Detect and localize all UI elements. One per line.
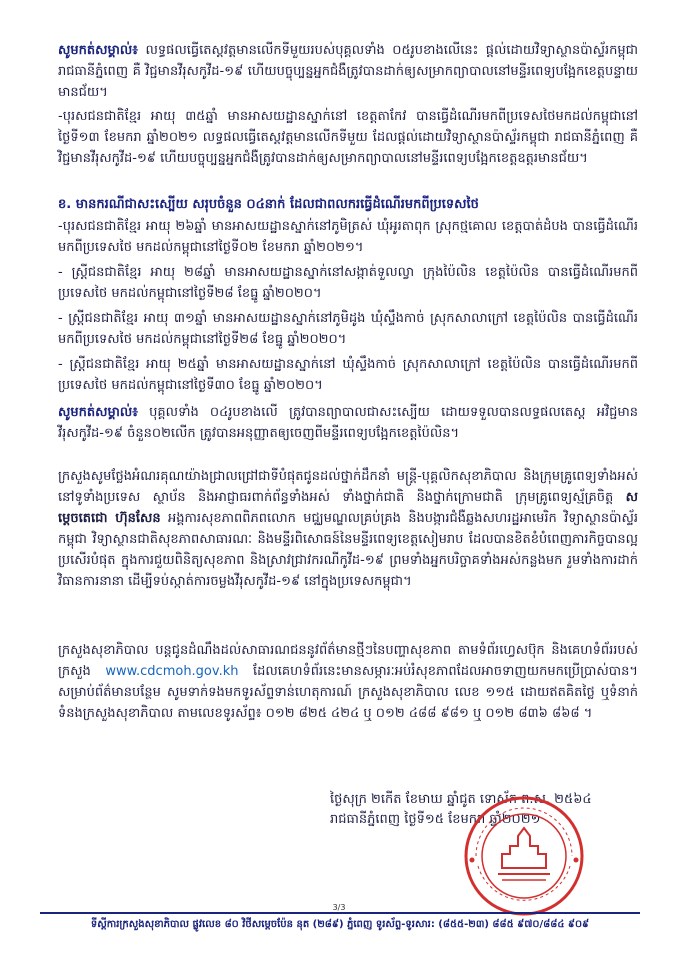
recovered-bullet: - ស្ត្រីជនជាតិខ្មែរ អាយុ ២៨ឆ្នាំ មានអាសយដ្ឋានស្នាក់នៅសង្កាត់ទួលល្វា ក្រុងប៉ៃលិន ខេត្តប៉ៃលិន បានធ្វើដំណើរមកពីប្រទេសថៃ មកដល់កម្ពុជានៅថ្ងៃទី២៨ ខែធ្នូ ឆ្នាំ២០២០។ [58,265,638,301]
note-text: លទ្ធផលធ្វើតេស្តវត្តមានលើកទីមួយរបស់បុគ្គលទាំង ០៥រូបខាងលើនេះ ផ្តល់ដោយវិទ្យាស្ថានប៉ាស្ទ័រកម្ពុជា រាជធានីភ្នំពេញ គឺ វិជ្ជមានវីរុសកូវីដ-១៩ ហើយបច្ចុប្បន្នអ្នកជំងឺត្រូវបានដាក់ឲ្យសម្រាកព្យាបាលនៅមន្ទីរពេទ្យបង្អែកខេត្តបន្ទាយមានជ័យ។ [58,43,638,100]
website-link[interactable]: www.cdcmoh.gov.kh [105,664,239,679]
ministry-seal-icon [462,794,586,918]
footer-divider [40,912,640,914]
info-text: ដែលគេហទំព័រនេះមានសម្ភារៈអប់រំសុខភាពដែលអាចទាញយកមកប្រើប្រាស់បាន។ សម្រាប់ព័ត៌មានបន្ថែម សូមទាក់ទងមកទូរស័ព្ទទាន់ហេតុការណ៍ ក្រសួងសុខាភិបាល លេខ ១១៥ ដោយឥតគិតថ្លៃ ឬទំនាក់ទំនងក្រសួងសុខាភិបាល តាមលេខទូរស័ព្ទ៖ ០១២ ៨២៥ ៤២៤ ឬ ០១២ ៤៨៨ ៩៨១ ឬ ០១២ ៨៣៦ ៨៦៨ ។ [58,664,638,721]
recovered-bullet: - ស្ត្រីជនជាតិខ្មែរ អាយុ ២៥ឆ្នាំ មានអាសយដ្ឋានស្នាក់នៅ ឃុំស្ទឹងកាច់ ស្រុកសាលាក្រៅ ខេត្តប៉ៃលិន បានធ្វើដំណើរមកពីប្រទេសថៃ មកដល់កម្ពុជានៅថ្ងៃទី៣០ ខែធ្នូ ឆ្នាំ២០២០។ [58,357,638,393]
thanks-text: អង្គការសុខភាពពិភពលោក មជ្ឈមណ្ឌលគ្រប់គ្រង និងបង្ការជំងឺឆ្លងសហរដ្ឋអាមេរិក វិទ្យាស្ថានប៉ាស្ទ័រកម្ពុជា វិទ្យាស្ថានជាតិសុខភាពសាធារណៈ និងមន្ទីរពិសោធន៍នៃមន្ទីរពេទ្យខេត្តសៀមរាប ដែលបានខិតខំបំពេញភារកិច្ចបានល្អប្រសើរបំផុត ក្នុងការជួយពិនិត្យសុខភាព និងស្រាវជ្រាវករណីកូវីដ-១៩ ព្រមទាំងអ្នកបរិច្ចាគទាំងអស់កន្លងមក រួមទាំងការដាក់វិធានការនានា ដើម្បីទប់ស្កាត់ការចម្លងវីរុសកូវីដ-១៩ នៅក្នុងប្រទេសកម្ពុជា។ [58,511,638,589]
lunar-date: ថ្ងៃសុក្រ ២កើត ខែមាឃ ឆ្នាំជូត ទោស័ក ព.ស. ២៥៦៤ [330,792,592,807]
recovered-bullet: - ស្ត្រីជនជាតិខ្មែរ អាយុ ៣១ឆ្នាំ មានអាសយដ្ឋានស្នាក់នៅភូមិដូង ឃុំស្ទឹងកាច់ ស្រុកសាលាក្រៅ ខេត្តប៉ៃលិន បានធ្វើដំណើរមកពីប្រទេសថៃ មកដល់កម្ពុជានៅថ្ងៃទី២៨ ខែធ្នូ ឆ្នាំ២០២០។ [58,311,638,347]
recovered-bullet: -បុរសជនជាតិខ្មែរ អាយុ ២៦ឆ្នាំ មានអាសយដ្ឋានស្នាក់នៅភូមិត្រស់ ឃុំអូរតាពុក ស្រុកថ្មគោល ខេត្តបាត់ដំបង បានធ្វើដំណើរមកពីប្រទេសថៃ មកដល់កម្ពុជានៅថ្ងៃទី០២ ខែមករា ឆ្នាំ២០២១។ [58,219,638,255]
note-label: សូមកត់សម្គាល់៖ [58,43,138,58]
info-text: ក្រសួងសុខាភិបាល បន្តជូនដំណឹងដល់សាធារណជននូវព័ត៌មានថ្មីៗនៃបញ្ហាសុខភាព តាមទំព័រហ្វេសប៊ុក និងគេហទំព័ររបស់ក្រសួង [58,643,638,679]
page-number: 3/3 [332,903,346,912]
note-paragraph-1 [58,40,638,103]
note-text: បុគ្គលទាំង ០៤រូបខាងលើ ត្រូវបានព្យាបាលជាសះស្បើយ ដោយទទួលបានលទ្ធផលតេស្ត អវិជ្ជមានវីរុសកូវីដ-១៩ ចំនួន០២លើក ត្រូវបានអនុញ្ញាតឲ្យចេញពីមន្ទីរពេទ្យបង្អែកខេត្តប៉ៃលិន។ [58,405,638,441]
case-bullet: -បុរសជនជាតិខ្មែរ អាយុ ៣៥ឆ្នាំ មានអាសយដ្ឋានស្នាក់នៅ ខេត្តតាកែវ បានធ្វើដំណើរមកពីប្រទេសថៃមកដល់កម្ពុជានៅថ្ងៃទី១៣ ខែមករា ឆ្នាំ២០២១ លទ្ធផលធ្វើតេស្តវត្តមានលើកទីមួយ ដែលផ្តល់ដោយវិទ្យាស្ថានប៉ាស្ទ័រកម្ពុជា រាជធានីភ្នំពេញ គឺវិជ្ជមានវីរុសកូវីដ-១៩ ហើយបច្ចុប្បន្នអ្នកជំងឺត្រូវបានដាក់ឲ្យសម្រាកព្យាបាលនៅមន្ទីរពេទ្យបង្អែកខេត្តឧត្តរមានជ័យ។ [58,109,638,166]
info-paragraph [58,640,638,724]
thanks-text: ក្រសួងសូមថ្លែងអំណរគុណយ៉ាងជ្រាលជ្រៅជាទីបំផុតជូនដល់ថ្នាក់ដឹកនាំ មន្ត្រី-បុគ្គលិកសុខាភិបាល និងក្រុមគ្រូពេទ្យទាំងអស់នៅទូទាំងប្រទេស ស្ថាប័ន និងអាជ្ញាធរពាក់ព័ន្ធទាំងអស់ ទាំងថ្នាក់ជាតិ និងថ្នាក់ក្រោមជាតិ ក្រុមគ្រូពេទ្យស្ម័គ្រចិត្ត [58,469,638,505]
section-heading: ខ. មានករណីជាសះស្បើយ សរុបចំនួន ០៤នាក់ ដែលជាពលករធ្វើដំណើរមកពីប្រទេសថៃ [58,197,479,212]
thanks-paragraph [58,466,638,592]
thanks-bold-text: សម្តេចតេជោ ហ៊ុនសែន [58,490,638,526]
gregorian-date: រាជធានីភ្នំពេញ ថ្ងៃទី១៥ ខែមករា ឆ្នាំ២០២១ [330,812,541,827]
note-paragraph-2 [58,402,638,444]
note-label: សូមកត់សម្គាល់៖ [58,405,138,420]
footer-address: ទីស្តីការក្រសួងសុខាភិបាល ផ្លូវលេខ ៨០ វិថីសម្តេចប៉ែន នុត (២៨៩) ភ្នំពេញ ទូរស័ព្ទ-ទូរសារ: (៨៥៥-២៣) ៨៨៥ ៩៧០/៨៨៤ ៩០៩ [90,919,590,930]
